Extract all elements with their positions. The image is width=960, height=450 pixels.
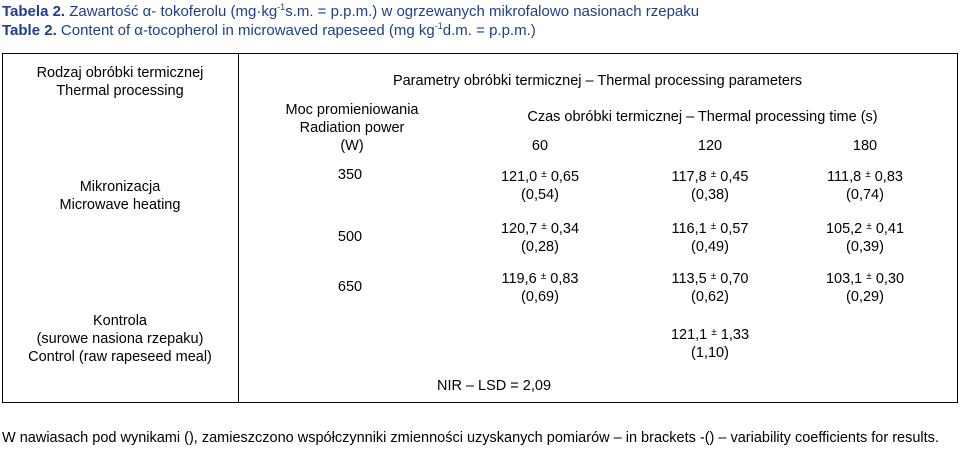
params-header: Parametry obróbki termicznej – Thermal processing parameters bbox=[392, 73, 803, 89]
cell-500-60: 120,7 ± 0,34 (0,28) bbox=[500, 221, 580, 255]
col1-header-pl: Rodzaj obróbki termicznej bbox=[36, 65, 204, 81]
power-header-unit: (W) bbox=[340, 138, 364, 154]
time-header: Czas obróbki termicznej – Thermal processing time (s) bbox=[527, 109, 878, 125]
caption-text-pl-end: s.m. = p.p.m.) w ogrzewanych mikrofalowo nasionach rzepaku bbox=[285, 3, 700, 20]
lsd-value: NIR – LSD = 2,09 bbox=[436, 378, 552, 394]
caption-line-en bbox=[2, 22, 536, 39]
footnote: W nawiasach pod wynikami (), zamieszczono współczynniki zmienności uzyskanych pomiarów – in brackets -() – variability coefficients for results. bbox=[2, 430, 939, 446]
col1-header bbox=[2, 64, 238, 100]
group-label-control-en: Control (raw rapeseed meal) bbox=[28, 349, 212, 365]
col1-header-en: Thermal processing bbox=[56, 83, 184, 99]
group-label-microwave bbox=[2, 178, 238, 214]
cell-350-60: 121,0 ± 0,65 (0,54) bbox=[500, 169, 580, 203]
cell-500-120: 116,1 ± 0,57 (0,49) bbox=[671, 221, 749, 255]
time-120: 120 bbox=[697, 138, 723, 154]
caption-label-en: Table 2. bbox=[2, 22, 57, 39]
power-header bbox=[262, 101, 442, 155]
caption-line-pl bbox=[2, 3, 699, 20]
time-60: 60 bbox=[531, 138, 549, 154]
table-col-divider bbox=[238, 53, 239, 403]
group-label-control-pl2: (surowe nasiona rzepaku) bbox=[36, 331, 204, 347]
caption-sup-pl: -1 bbox=[277, 2, 286, 12]
caption-text-pl: Zawartość α- tokoferolu (mg·kg bbox=[65, 3, 278, 20]
caption-text-en: Content of α-tocopherol in microwaved rapeseed (mg kg bbox=[56, 22, 435, 39]
table-bottom-rule bbox=[2, 402, 958, 403]
cell-control: 121,1 ± 1,33 (1,10) bbox=[670, 327, 750, 361]
power-350: 350 bbox=[337, 167, 363, 183]
group-label-control-pl: Kontrola bbox=[92, 313, 147, 329]
cell-350-180: 111,8 ± 0,83 (0,74) bbox=[827, 169, 903, 203]
group-label-microwave-en: Microwave heating bbox=[59, 197, 181, 213]
power-650: 650 bbox=[337, 279, 363, 295]
power-header-pl: Moc promieniowania bbox=[285, 102, 419, 118]
group-label-microwave-pl: Mikronizacja bbox=[79, 179, 161, 195]
group-label-control bbox=[2, 312, 238, 366]
power-500: 500 bbox=[337, 229, 363, 245]
cell-350-120: 117,8 ± 0,45 (0,38) bbox=[671, 169, 749, 203]
time-180: 180 bbox=[852, 138, 878, 154]
table-top-rule bbox=[2, 53, 958, 54]
cell-650-180: 103,1 ± 0,30 (0,29) bbox=[825, 271, 905, 305]
power-header-en: Radiation power bbox=[299, 120, 405, 136]
table-right-border bbox=[957, 53, 958, 403]
cell-500-180: 105,2 ± 0,41 (0,39) bbox=[825, 221, 905, 255]
cell-650-120: 113,5 ± 0,70 (0,62) bbox=[671, 271, 749, 305]
caption-label-pl: Tabela 2. bbox=[2, 3, 66, 20]
caption-text-en-end: d.m. = p.p.m.) bbox=[442, 22, 536, 39]
cell-650-60: 119,6 ± 0,83 (0,69) bbox=[501, 271, 579, 305]
caption-sup-en: -1 bbox=[434, 21, 443, 31]
